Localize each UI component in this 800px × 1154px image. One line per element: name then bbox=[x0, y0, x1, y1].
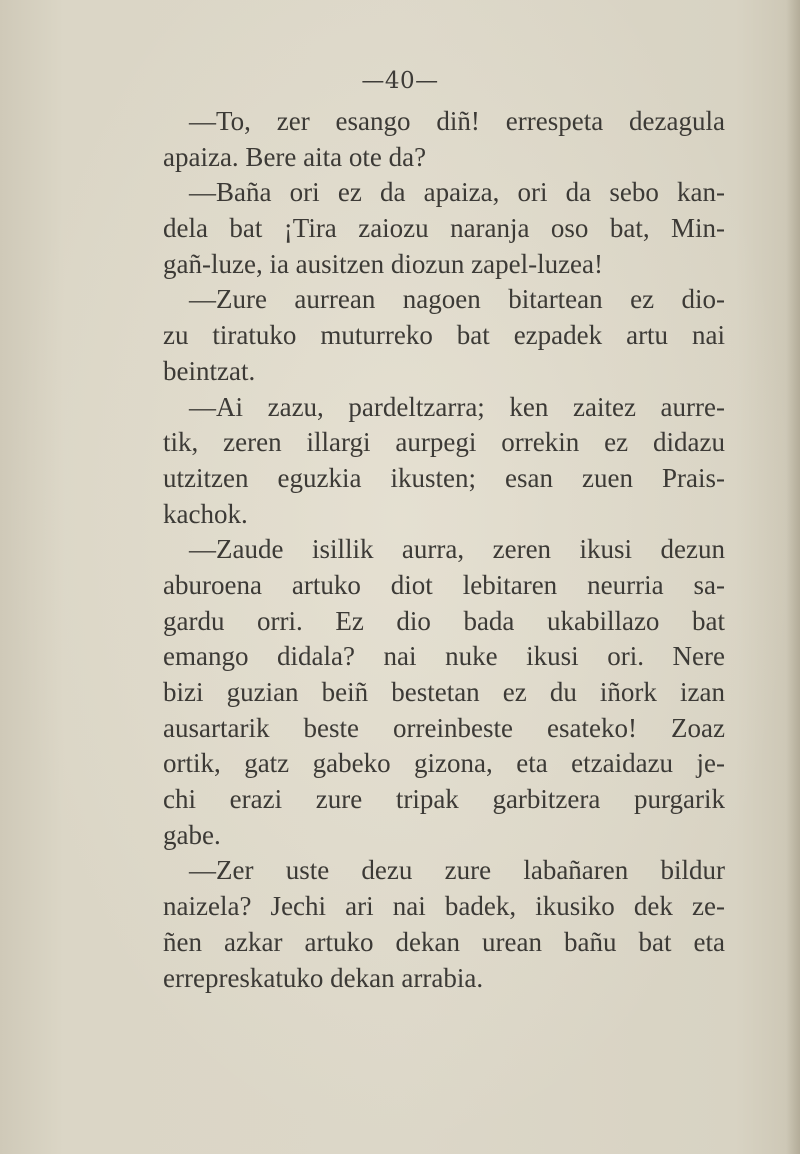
page-text bbox=[163, 104, 725, 996]
text-line: —Zure aurrean nagoen bitartean ez dio- bbox=[189, 284, 725, 315]
text-line: errepreskatuko dekan arrabia. bbox=[163, 962, 484, 993]
text-line: gardu orri. Ez dio bada ukabillazo bat bbox=[163, 605, 725, 636]
text-line: gañ-luze, ia ausitzen diozun zapel-luzea! bbox=[163, 248, 604, 279]
text-line: beintzat. bbox=[163, 355, 256, 386]
text-line: dela bat ¡Tira zaiozu naranja oso bat, Min- bbox=[163, 213, 725, 244]
text-line: utzitzen eguzkia ikusten; esan zuen Prais- bbox=[163, 462, 725, 493]
text-line: apaiza. Bere aita ote da? bbox=[163, 141, 427, 172]
text-line: bizi guzian beiñ bestetan ez du iñork izan bbox=[163, 677, 725, 707]
text-line: gabe. bbox=[163, 819, 221, 850]
text-line: kachok. bbox=[163, 498, 248, 529]
text-line: naizela? Jechi ari nai badek, ikusiko dek ze- bbox=[163, 891, 725, 922]
page-number: —40— bbox=[361, 68, 439, 94]
text-line: ausartarik beste orreinbeste esateko! Zoaz bbox=[163, 712, 725, 743]
text-line: aburoena artuko diot lebitaren neurria sa- bbox=[163, 569, 725, 600]
text-line: —To, zer esango diñ! errespeta dezagula bbox=[189, 106, 725, 136]
text-line: ñen azkar artuko dekan urean bañu bat eta bbox=[163, 926, 725, 957]
text-line: —Ai zazu, pardeltzarra; ken zaitez aurre- bbox=[189, 391, 725, 422]
text-line: emango didala? nai nuke ikusi ori. Nere bbox=[163, 641, 725, 672]
text-line: chi erazi zure tripak garbitzera purgarik bbox=[163, 784, 725, 815]
text-line: —Zer uste dezu zure labañaren bildur bbox=[189, 855, 725, 886]
text-line: —Zaude isillik aurra, zeren ikusi dezun bbox=[189, 534, 725, 565]
text-line: ortik, gatz gabeko gizona, eta etzaidazu je- bbox=[163, 748, 725, 779]
text-line: tik, zeren illargi aurpegi orrekin ez didazu bbox=[163, 427, 725, 458]
text-line: —Baña ori ez da apaiza, ori da sebo kan- bbox=[189, 177, 725, 208]
text-line: zu tiratuko muturreko bat ezpadek artu nai bbox=[163, 320, 725, 351]
